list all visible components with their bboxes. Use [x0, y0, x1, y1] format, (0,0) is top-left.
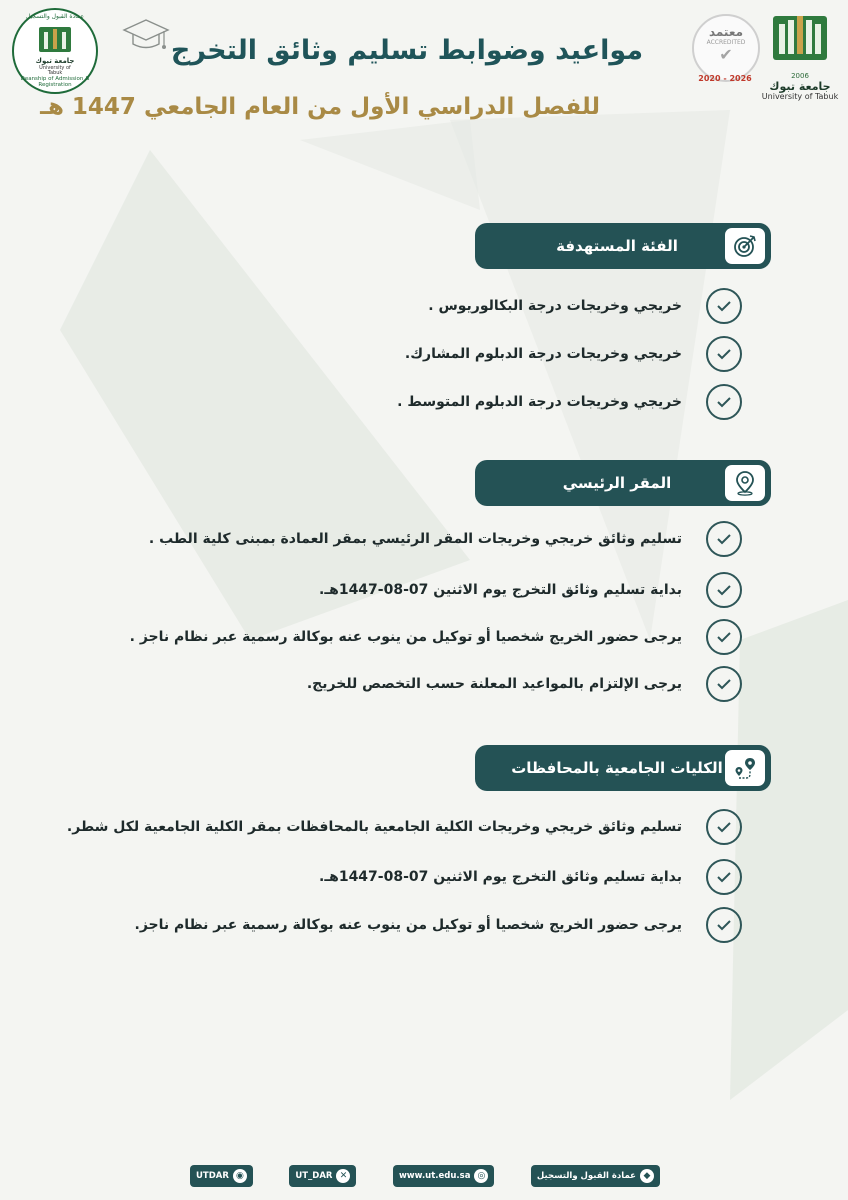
- footer-instagram-text: UTDAR: [196, 1171, 229, 1181]
- list-item-text: خريجي وخريجات درجة الدبلوم المشارك.: [404, 346, 682, 362]
- list-item-text: تسليم وثائق خريجي وخريجات المقر الرئيسي بمقر العمادة بمبنى كلية الطب .: [148, 531, 682, 547]
- list-item-text: بداية تسليم وثائق التخرج يوم الاثنين 07-08-1447هـ.: [319, 582, 682, 598]
- footer-website-link[interactable]: [393, 1165, 495, 1187]
- university-name-ar: جامعة تبوك: [769, 79, 831, 93]
- check-circle-icon: [706, 809, 742, 845]
- list-item: [405, 337, 742, 371]
- instagram-icon: ◉: [233, 1169, 247, 1183]
- globe-icon: ◎: [474, 1169, 488, 1183]
- graduation-cap-icon: [120, 14, 170, 58]
- deanship-ring-en: Deanship of Admission & Registration: [20, 76, 90, 88]
- footer-x-link[interactable]: [289, 1165, 356, 1187]
- list-item: [319, 860, 742, 894]
- route-map-icon: [725, 750, 765, 786]
- check-circle-icon: [706, 907, 742, 943]
- list-item: [135, 908, 743, 942]
- check-circle-icon: [706, 288, 742, 324]
- list-item: [319, 573, 742, 607]
- check-circle-icon: [706, 521, 742, 557]
- deanship-inner: [34, 24, 76, 77]
- check-circle-icon: [706, 572, 742, 608]
- accreditation-years: 2020 - 2026: [698, 74, 752, 83]
- check-circle-icon: [706, 384, 742, 420]
- footer-bar: [190, 1163, 660, 1189]
- accreditation-label-ar: معتمد: [708, 25, 744, 39]
- deanship-ring-ar: عمادة القبول والتسجيل: [25, 13, 85, 20]
- x-icon: ✕: [336, 1169, 350, 1183]
- list-item-text: تسليم وثائق خريجي وخريجات الكلية الجامعية بالمحافظات بمقر الكلية الجامعية لكل شطر.: [66, 819, 682, 835]
- page-subtitle: للفصل الدراسي الأول من العام الجامعي 1447 هـ: [40, 94, 600, 120]
- check-circle-icon: [706, 859, 742, 895]
- university-emblem-icon: [769, 10, 831, 68]
- list-item-text: يرجى حضور الخريج شخصيا أو توكيل من ينوب عنه بوكالة رسمية عبر نظام ناجز .: [129, 629, 682, 645]
- check-circle-icon: [706, 336, 742, 372]
- university-year: 2006: [791, 72, 809, 80]
- list-item-text: يرجى الإلتزام بالمواعيد المعلنة حسب التخصص للخريج.: [306, 676, 682, 692]
- section-title: الفئة المستهدفة: [556, 237, 678, 255]
- section-header-main-campus: [475, 460, 771, 506]
- target-icon: [725, 228, 765, 264]
- footer-x-text: UT_DAR: [295, 1171, 333, 1181]
- section-header-target-group: [475, 223, 771, 269]
- list-item: [149, 522, 742, 556]
- list-item: [307, 667, 742, 701]
- section-title: الكليات الجامعية بالمحافظات: [511, 759, 723, 777]
- list-item: [397, 385, 742, 419]
- footer-deanship-text: عمادة القبول والتسجيل: [536, 1171, 636, 1181]
- list-item-text: يرجى حضور الخريج شخصيا أو توكيل من ينوب عنه بوكالة رسمية عبر نظام ناجز.: [134, 917, 682, 933]
- university-name-en: University of Tabuk: [761, 91, 839, 101]
- footer-website-text: www.ut.edu.sa: [398, 1171, 471, 1181]
- list-item-text: بداية تسليم وثائق التخرج يوم الاثنين 07-08-1447هـ.: [319, 869, 682, 885]
- deanship-name-en: University of Tabuk: [39, 64, 71, 77]
- page-title: مواعيد وضوابط تسليم وثائق التخرج: [170, 35, 644, 66]
- accreditation-check-icon: ✔: [719, 45, 733, 64]
- list-item-text: خريجي وخريجات درجة البكالوريوس .: [428, 298, 682, 314]
- check-circle-icon: [706, 666, 742, 702]
- section-title: المقر الرئيسي: [562, 474, 672, 492]
- list-item-text: خريجي وخريجات درجة الدبلوم المتوسط .: [397, 394, 682, 410]
- deanship-logo: [12, 8, 98, 94]
- deanship-name-ar: جامعة تبوك: [35, 57, 75, 65]
- deanship-small-icon: ◆: [640, 1169, 654, 1183]
- university-logo: [760, 10, 840, 102]
- accreditation-seal: [692, 14, 760, 82]
- footer-deanship: [531, 1165, 660, 1187]
- list-item: [428, 289, 742, 323]
- footer-instagram-link[interactable]: [190, 1165, 253, 1187]
- accreditation-label-en: ACCREDITED: [706, 39, 746, 46]
- location-pin-icon: [725, 465, 765, 501]
- list-item: [130, 620, 742, 654]
- check-circle-icon: [706, 619, 742, 655]
- section-header-university-colleges: [475, 745, 771, 791]
- deanship-emblem-icon: [37, 24, 73, 54]
- list-item: [67, 810, 742, 844]
